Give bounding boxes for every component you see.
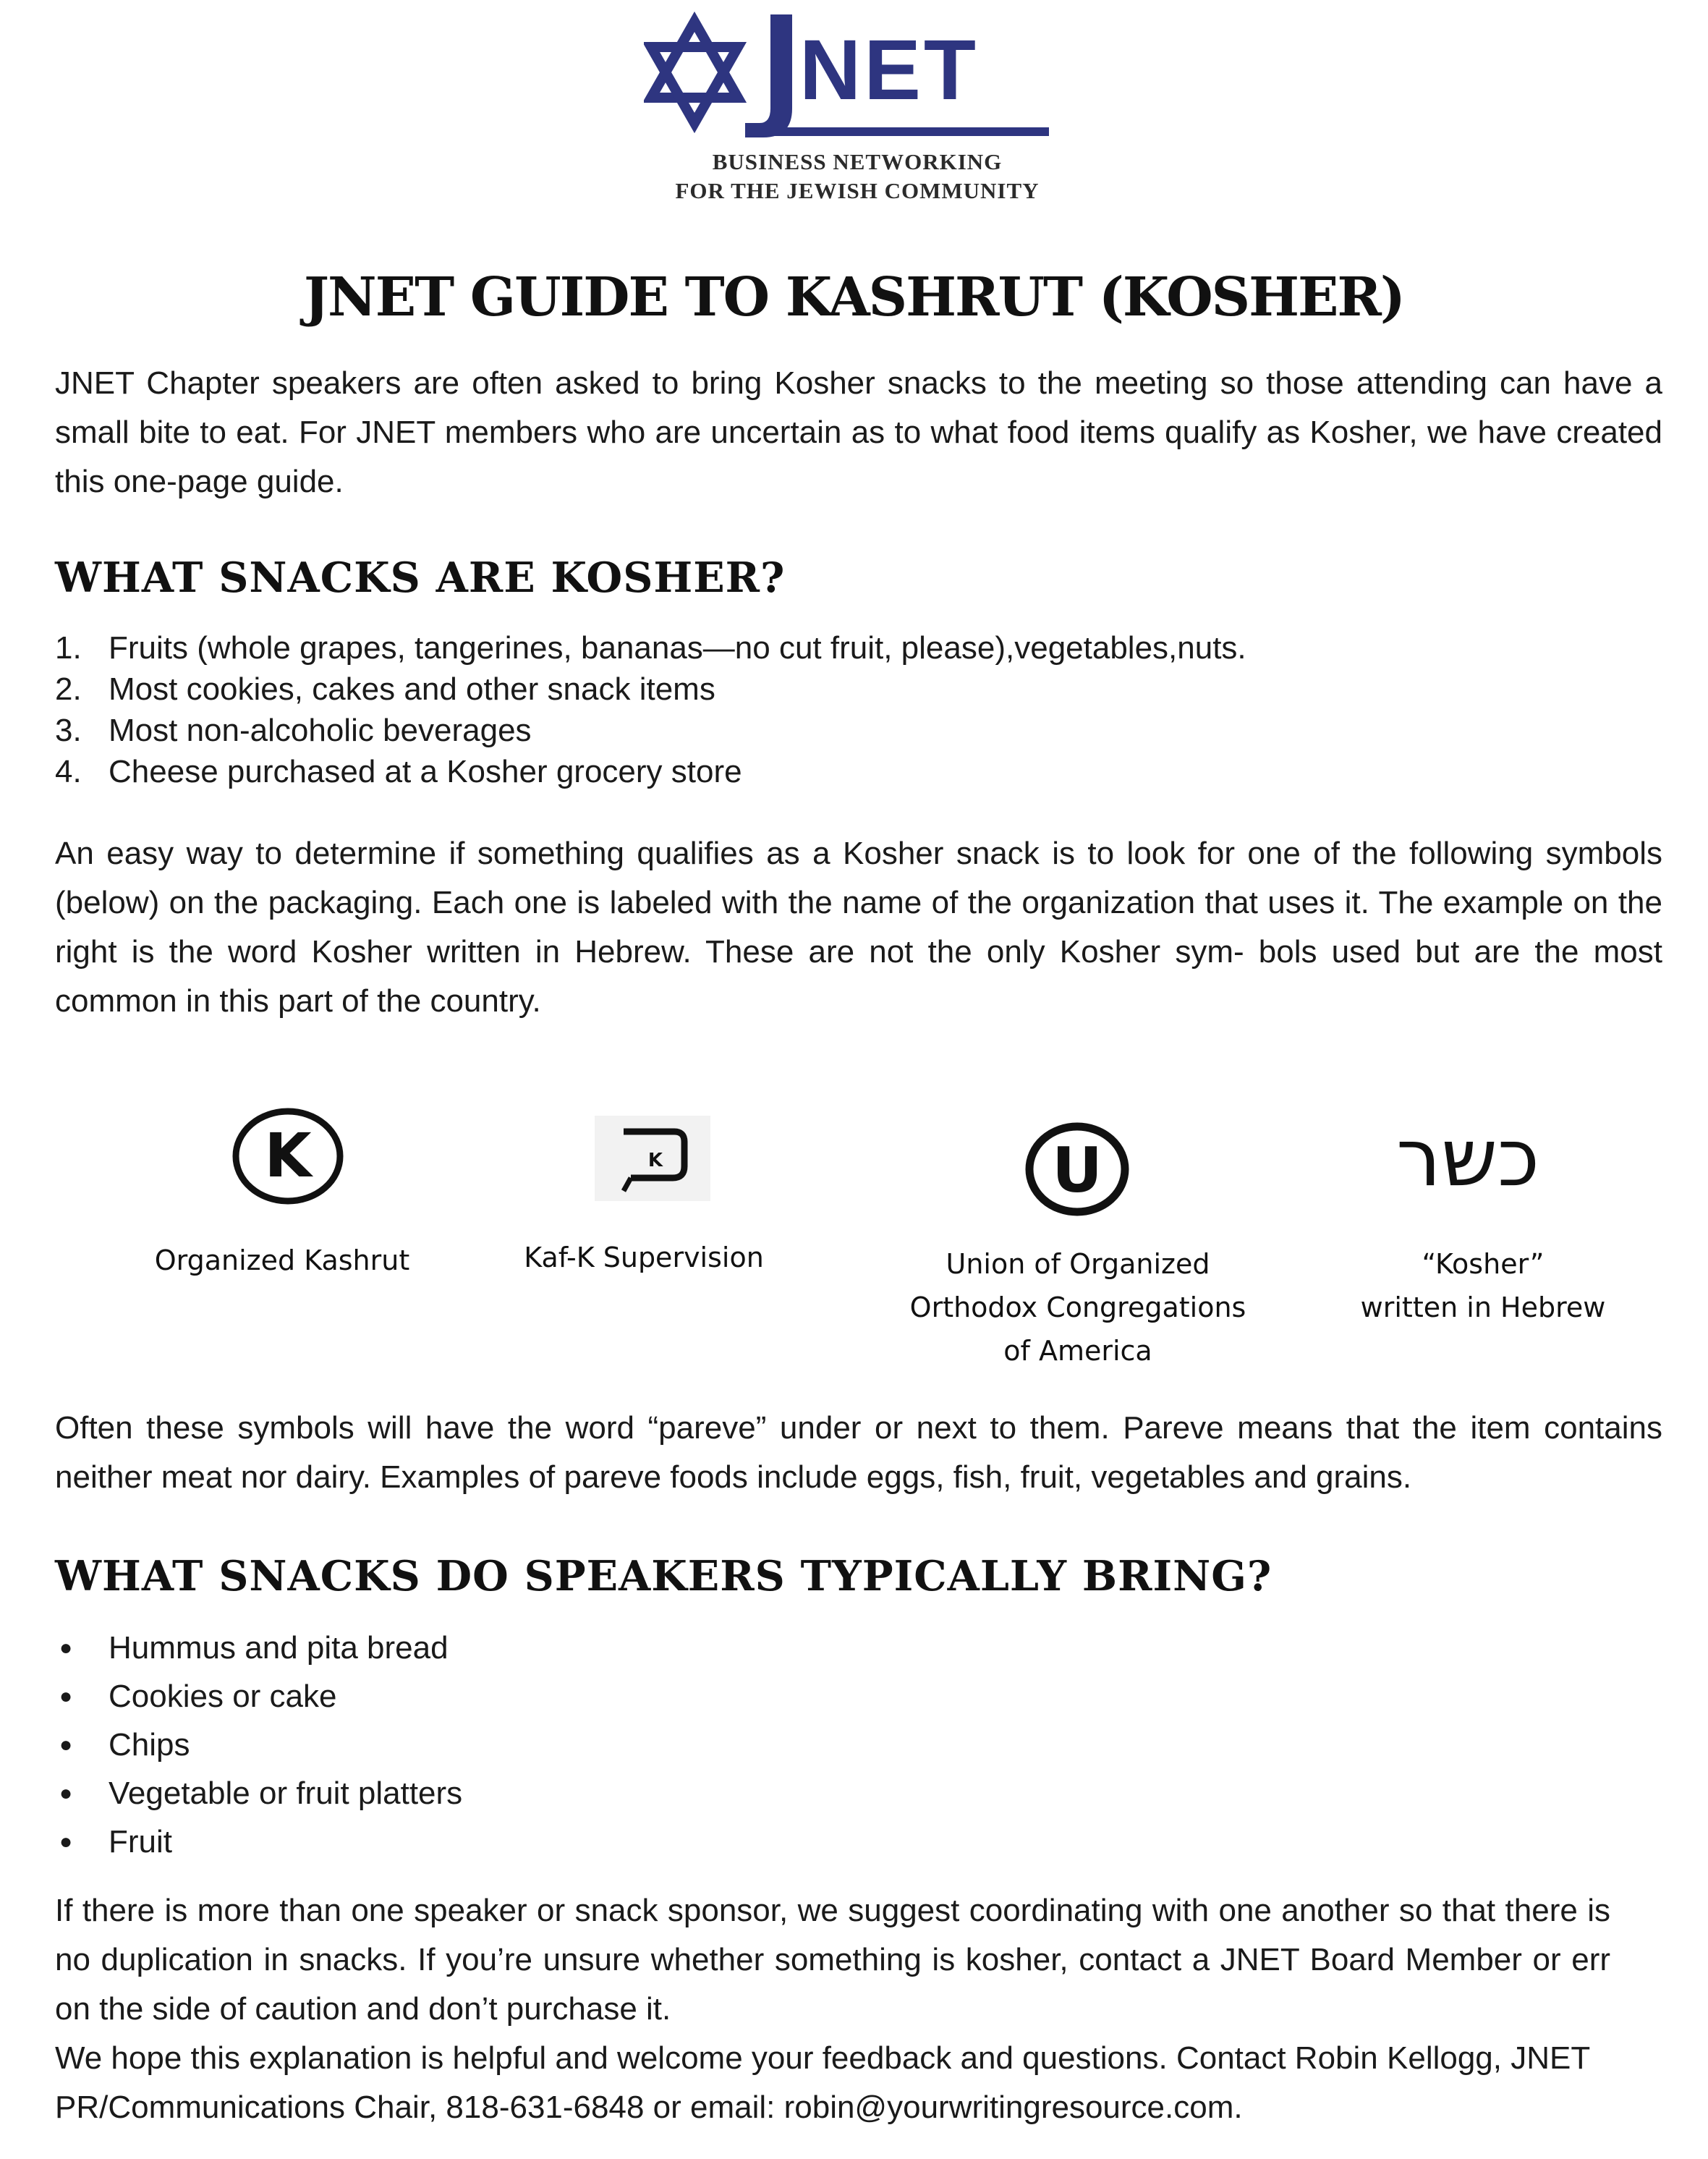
kaf-k-icon: [595, 1116, 710, 1201]
pareve-paragraph: Often these symbols will have the word “pareve” under or next to them. Pareve means that the item contains neither meat nor dairy. Examples of pareve foods include eggs, fish, fruit, vegetables and grains.: [55, 1410, 1662, 1495]
symbol-caption-hebrew: “Kosher” written in Hebrew: [1360, 1248, 1606, 1323]
intro-paragraph: JNET Chapter speakers are often asked to bring Kosher snacks to the meeting so those attending can have a small bite to eat. For JNET members who are uncertain as to what food items qualify as Kosher, we have created this one-page guide.: [55, 365, 1662, 499]
jnet-logo: [644, 7, 1071, 203]
list-item: 3. Most non-alcoholic beverages: [55, 713, 532, 748]
closing-paragraph-coordination: If there is more than one speaker or snack sponsor, we suggest coordinating with one another so that there is no duplication in snacks. If you’re unsure whether something is kosher, contact a JNET Board Member or err on the side of caution and don’t purchase it.: [55, 1893, 1610, 2027]
svg-text:K: K: [647, 1150, 663, 1171]
section-heading-kosher-snacks: WHAT SNACKS ARE KOSHER?: [55, 553, 786, 602]
svg-text:K: K: [264, 1120, 312, 1191]
list-item: ● Chips: [59, 1727, 190, 1763]
ou-icon: [1024, 1121, 1130, 1217]
list-item: ● Cookies or cake: [59, 1679, 337, 1714]
list-item: 1. Fruits (whole grapes, tangerines, bananas—no cut fruit, please),vegetables,nuts.: [55, 630, 1246, 666]
symbol-caption-ou: Union of Organized Orthodox Congregations of America: [909, 1248, 1246, 1367]
list-item: ● Hummus and pita bread: [59, 1630, 449, 1666]
k-circle-icon: [230, 1107, 346, 1205]
logo-tagline-line2: FOR THE JEWISH COMMUNITY: [675, 178, 1040, 203]
typical-snacks-list: [55, 1624, 923, 1866]
hebrew-kosher-icon: כשר: [1396, 1111, 1540, 1204]
list-item: 2. Most cookies, cakes and other snack items: [55, 671, 715, 707]
symbol-caption-kaf-k: Kaf-K Supervision: [524, 1242, 764, 1273]
logo-tagline-line1: BUSINESS NETWORKING: [712, 149, 1003, 174]
logo-wordmark: NET: [799, 22, 979, 118]
list-item: ● Fruit: [59, 1824, 172, 1859]
list-item: 4. Cheese purchased at a Kosher grocery store: [55, 754, 742, 789]
symbol-caption-organized-kashrut: Organized Kashrut: [154, 1244, 410, 1276]
kosher-snacks-list: [55, 627, 1647, 792]
section-heading-typical-snacks: WHAT SNACKS DO SPEAKERS TYPICALLY BRING?: [55, 1552, 1272, 1600]
svg-text:U: U: [1052, 1134, 1102, 1207]
symbols-intro-paragraph: An easy way to determine if something qualifies as a Kosher snack is to look for one of the following symbols (below) on the packaging. Each one is labeled with the name of the organization that uses it. The example on the right is the word Kosher written in Hebrew. These are not the only Kosher sym- bols used but are the most common in this part of the country.: [55, 836, 1662, 1019]
closing-paragraph-contact: We hope this explanation is helpful and welcome your feedback and questions. Contact Robin Kellogg, JNET PR/Communications Chair, 818-631-6848 or email: robin@yourwritingresource.com.: [55, 2040, 1590, 2125]
list-item: ● Vegetable or fruit platters: [59, 1776, 463, 1811]
page-title: JNET GUIDE TO KASHRUT (KOSHER): [304, 266, 1404, 328]
